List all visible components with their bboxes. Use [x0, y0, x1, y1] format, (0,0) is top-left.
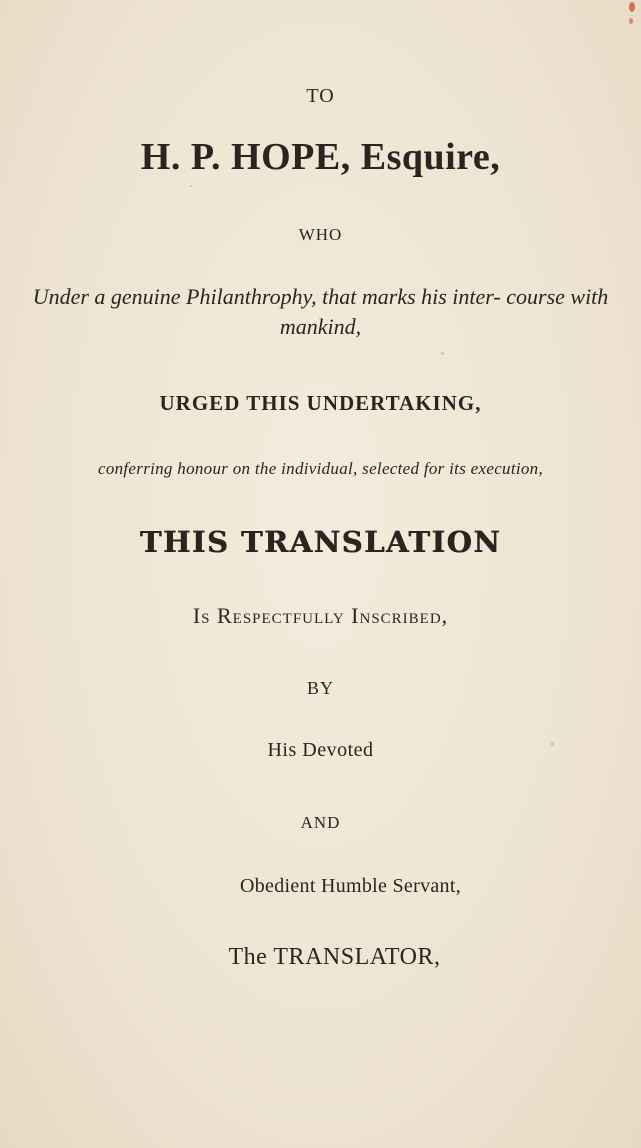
- and-line: AND: [300, 813, 341, 832]
- inscribed-line: Is Respectfully Inscribed,: [192, 603, 449, 628]
- red-stain-mark: [629, 2, 635, 12]
- servant-line: Obedient Humble Servant,: [239, 875, 462, 897]
- dedication-who: WHO: [298, 225, 343, 244]
- by-line: BY: [306, 678, 334, 698]
- red-stain-mark: [629, 18, 633, 24]
- dedication-to: TO: [306, 85, 335, 107]
- translator-signature: The TRANSLATOR,: [228, 944, 441, 970]
- paper-speck: [441, 352, 444, 355]
- conferring-honour-text: conferring honour on the individual, selected for its execution,: [97, 459, 544, 478]
- paper-speck: [190, 185, 192, 187]
- dedicatee-name: H. P. HOPE, Esquire,: [140, 136, 501, 178]
- urged-undertaking: URGED THIS UNDERTAKING,: [159, 391, 482, 415]
- philanthropy-text: Under a genuine Philanthrophy, that marks his inter- course with mankind,: [32, 284, 609, 339]
- devoted-line: His Devoted: [267, 739, 374, 761]
- translation-heading: THIS TRANSLATION: [139, 525, 502, 559]
